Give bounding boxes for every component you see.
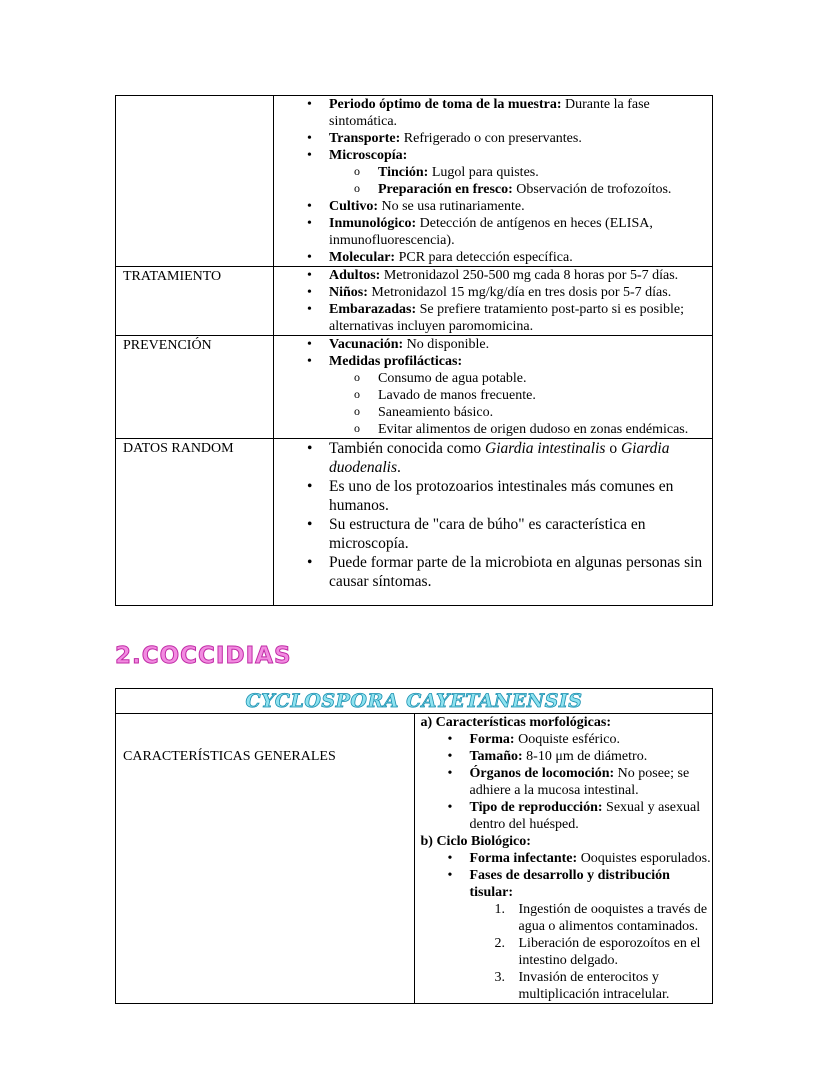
- list-item: o Lavado de manos frecuente.: [280, 387, 712, 404]
- cycle-list: [421, 850, 713, 901]
- list-item: • Tamaño: 8-10 μm de diámetro.: [421, 748, 713, 765]
- diagnosis-list: [280, 96, 712, 164]
- list-item: o Preparación en fresco: Observación de trofozoítos.: [280, 181, 712, 198]
- list-item: • Transporte: Refrigerado o con preservantes.: [280, 130, 712, 147]
- list-item: • Forma infectante: Ooquistes esporulados.: [421, 850, 713, 867]
- table-row-general: [116, 714, 713, 1004]
- random-list: [280, 439, 712, 591]
- treatment-label: TRATAMIENTO: [116, 267, 274, 336]
- prevention-label: PREVENCIÓN: [116, 336, 274, 439]
- table-row-random: [116, 439, 713, 606]
- diagnosis-cell: [274, 96, 713, 267]
- list-item: • Adultos: Metronidazol 250-500 mg cada 8 horas por 5-7 días.: [280, 267, 712, 284]
- list-item: 3. Invasión de enterocitos y multiplicación intracelular.: [494, 970, 670, 1002]
- row-label-empty: [116, 96, 274, 267]
- cyclospora-table: [115, 688, 713, 1004]
- list-item: 1. Ingestión de ooquistes a través de agua o alimentos contaminados.: [494, 902, 708, 934]
- list-item: o Evitar alimentos de origen dudoso en zonas endémicas.: [280, 421, 712, 438]
- table-row-title: [116, 689, 713, 714]
- giardia-table: [115, 95, 713, 606]
- list-item: 2. Liberación de esporozoítos en el intestino delgado.: [494, 936, 701, 968]
- general-cell: [414, 714, 713, 1004]
- list-item: • Tipo de reproducción: Sexual y asexual dentro del huésped.: [421, 799, 713, 833]
- list-item: o Tinción: Lugol para quistes.: [280, 164, 712, 181]
- morph-heading: a) Características morfológicas:: [420, 715, 611, 730]
- list-item: • Medidas profilácticas:: [280, 353, 712, 370]
- list-item: o Consumo de agua potable.: [280, 370, 712, 387]
- list-item: • Embarazadas: Se prefiere tratamiento post-parto si es posible; alternativas incluyen paromomicina.: [280, 301, 712, 335]
- list-item: • Es uno de los protozoarios intestinales más comunes en humanos.: [280, 477, 712, 515]
- list-item: • Periodo óptimo de toma de la muestra: Durante la fase sintomática.: [280, 96, 712, 130]
- general-label: CARACTERÍSTICAS GENERALES: [116, 714, 415, 1004]
- microscopy-sublist: [280, 164, 712, 198]
- prevention-list: [280, 336, 712, 370]
- cycle-heading: b) Ciclo Biológico:: [420, 834, 531, 849]
- table-row-prevention: [116, 336, 713, 439]
- table-row-diagnosis: [116, 96, 713, 267]
- prophylaxis-sublist: [280, 370, 712, 438]
- prevention-cell: [274, 336, 713, 439]
- table-row-treatment: [116, 267, 713, 336]
- treatment-list: [280, 267, 712, 335]
- list-item: • Molecular: PCR para detección específica.: [280, 249, 712, 266]
- random-cell: [274, 439, 713, 606]
- list-item: • Cultivo: No se usa rutinariamente.: [280, 198, 712, 215]
- section-heading: 2.COCCIDIAS: [115, 643, 292, 669]
- organism-title: CYCLOSPORA CAYETANENSIS: [116, 689, 713, 714]
- random-label: DATOS RANDOM: [116, 439, 274, 606]
- list-item: • Puede formar parte de la microbiota en algunas personas sin causar síntomas.: [280, 553, 712, 591]
- list-item: • Su estructura de "cara de búho" es característica en microscopía.: [280, 515, 712, 553]
- list-item: • Inmunológico: Detección de antígenos en heces (ELISA, inmunofluorescencia).: [280, 215, 712, 249]
- list-item: • Órganos de locomoción: No posee; se adhiere a la mucosa intestinal.: [421, 765, 713, 799]
- list-item: • Fases de desarrollo y distribución tisular:: [421, 867, 713, 901]
- list-item: o Saneamiento básico.: [280, 404, 712, 421]
- morph-list: [421, 731, 713, 833]
- list-item: • Microscopía:: [280, 147, 712, 164]
- treatment-cell: [274, 267, 713, 336]
- list-item: • También conocida como Giardia intestinalis o Giardia duodenalis.: [280, 439, 712, 477]
- diagnosis-list-cont: [280, 198, 712, 266]
- phases-list: [421, 901, 713, 1003]
- list-item: • Niños: Metronidazol 15 mg/kg/día en tres dosis por 5-7 días.: [280, 284, 712, 301]
- list-item: • Vacunación: No disponible.: [280, 336, 712, 353]
- list-item: • Forma: Ooquiste esférico.: [421, 731, 713, 748]
